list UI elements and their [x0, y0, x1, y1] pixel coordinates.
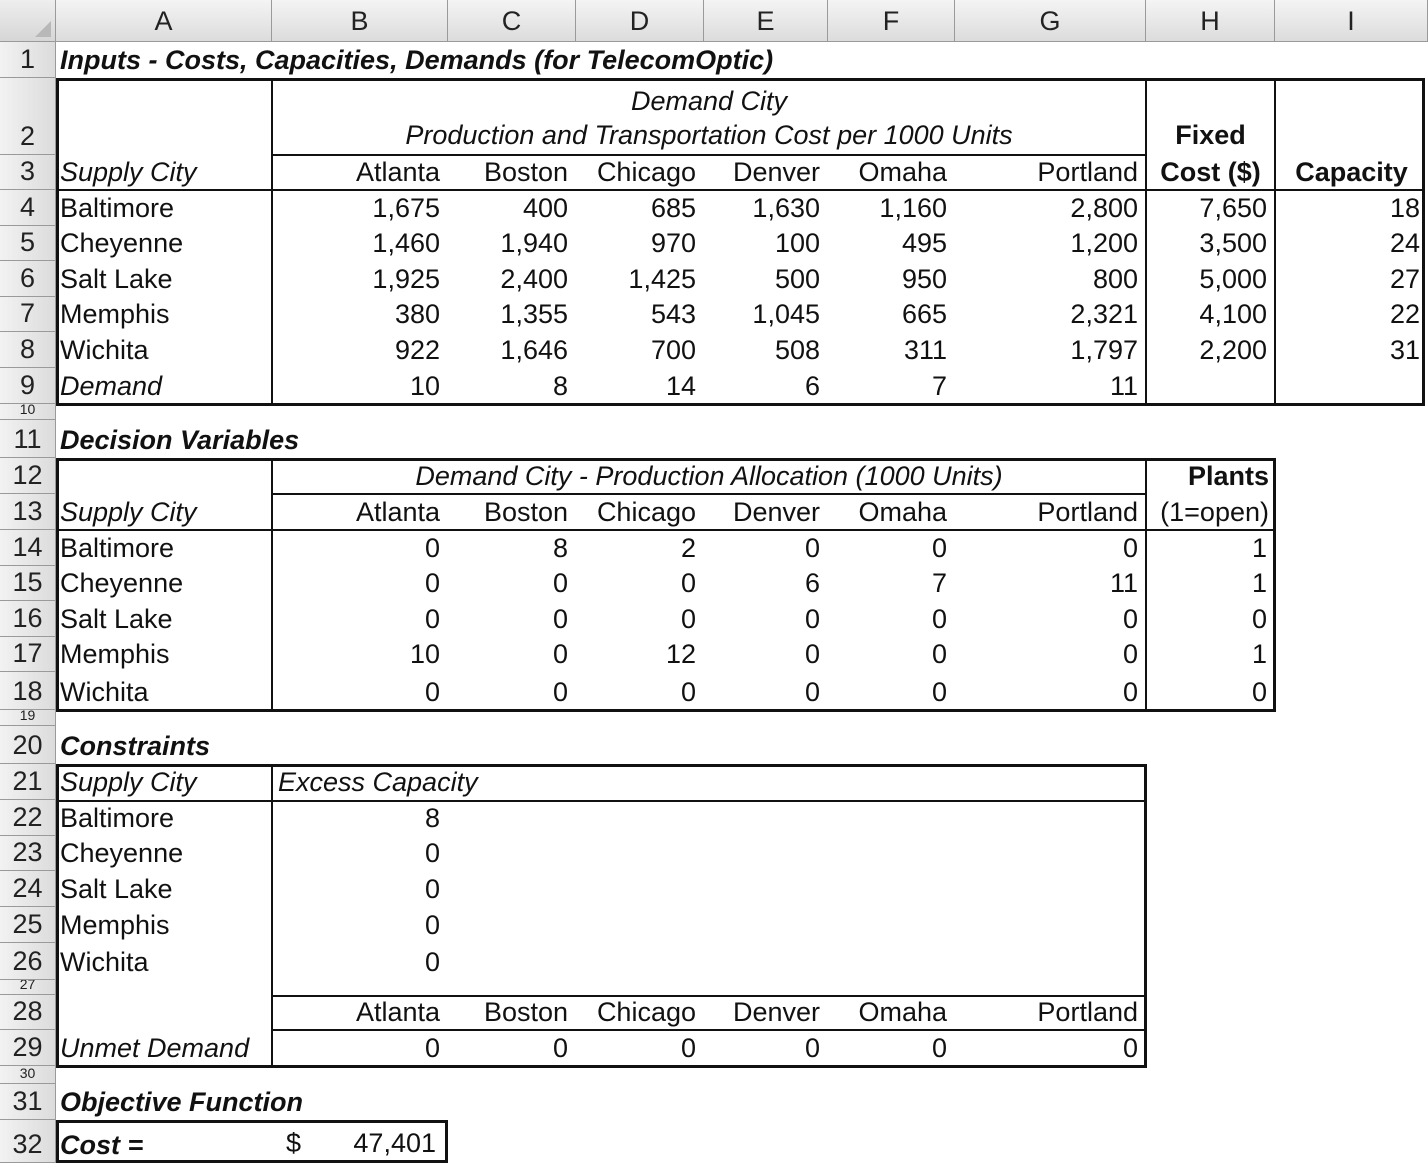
- plant-open-input[interactable]: 1: [1251, 639, 1267, 669]
- allocation-input[interactable]: 0: [804, 677, 820, 707]
- cost-cell: 400: [522, 193, 568, 223]
- unmet-city-header-atlanta: Atlanta: [355, 997, 440, 1027]
- allocation-input[interactable]: 7: [931, 568, 947, 598]
- allocation-input[interactable]: 6: [804, 568, 820, 598]
- column-header-h[interactable]: H: [1146, 0, 1275, 42]
- column-header-e[interactable]: E: [704, 0, 828, 42]
- cost-cell: 1,630: [752, 193, 820, 223]
- capacity-cell: 27: [1389, 264, 1420, 294]
- allocation-input[interactable]: 0: [680, 677, 696, 707]
- row-header-23[interactable]: 23: [0, 836, 56, 871]
- excess-capacity-value: 0: [424, 947, 440, 977]
- cost-cell: 1,797: [1070, 335, 1138, 365]
- demand-value-cell: 10: [409, 371, 440, 401]
- allocation-input[interactable]: 0: [680, 568, 696, 598]
- demand-label: Demand: [60, 371, 163, 401]
- plant-open-input[interactable]: 1: [1251, 568, 1267, 598]
- excess-supply-city: Baltimore: [60, 803, 175, 833]
- decision-city-header-chicago: Chicago: [596, 497, 696, 527]
- objective-title: Objective Function: [60, 1087, 304, 1117]
- unmet-demand-value: 0: [552, 1033, 568, 1063]
- capacity-cell: 31: [1389, 335, 1420, 365]
- decision-city-header-atlanta: Atlanta: [355, 497, 440, 527]
- row-header-20[interactable]: 20: [0, 726, 56, 764]
- cost-cell: 2,800: [1070, 193, 1138, 223]
- grid-border-line: [1145, 78, 1147, 406]
- row-header-10[interactable]: 10: [0, 404, 56, 420]
- excess-capacity-value: 0: [424, 874, 440, 904]
- excess-supply-city: Wichita: [60, 947, 149, 977]
- excess-capacity-label: Excess Capacity: [278, 767, 478, 797]
- row-header-6[interactable]: 6: [0, 261, 56, 297]
- demand-value-cell: 6: [804, 371, 820, 401]
- row-header-12[interactable]: 12: [0, 458, 56, 494]
- decision-city-header-omaha: Omaha: [858, 497, 947, 527]
- fixed-cost-cell: 7,650: [1199, 193, 1267, 223]
- cost-cell: 100: [774, 228, 820, 258]
- allocation-input[interactable]: 0: [552, 604, 568, 634]
- unmet-city-header-denver: Denver: [732, 997, 820, 1027]
- capacity-label: Capacity: [1295, 157, 1408, 187]
- decision-city-header-denver: Denver: [732, 497, 820, 527]
- cost-cell: 800: [1092, 264, 1138, 294]
- fixed-label-1: Fixed: [1175, 120, 1246, 150]
- grid-border-line: [272, 1029, 1147, 1031]
- cost-cell: 311: [903, 335, 947, 365]
- cost-cell: 380: [394, 299, 440, 329]
- allocation-input[interactable]: 12: [665, 639, 696, 669]
- grid-border-line: [1274, 78, 1276, 406]
- select-all-triangle-icon: [35, 21, 51, 37]
- allocation-input[interactable]: 0: [1122, 533, 1138, 563]
- capacity-cell: 24: [1389, 228, 1420, 258]
- decision-supply-city: Baltimore: [60, 533, 175, 563]
- plant-open-input[interactable]: 0: [1251, 677, 1267, 707]
- grid-border-line: [56, 529, 1276, 531]
- row-header-9[interactable]: 9: [0, 368, 56, 404]
- row-header-2[interactable]: 2: [0, 78, 56, 155]
- cost-cell: 1,460: [372, 228, 440, 258]
- cost-cell: 1,675: [372, 193, 440, 223]
- capacity-cell: 18: [1389, 193, 1420, 223]
- row-header-8[interactable]: 8: [0, 332, 56, 368]
- row-header-5[interactable]: 5: [0, 226, 56, 261]
- inputs-title: Inputs - Costs, Capacities, Demands (for TelecomOptic): [60, 45, 774, 75]
- supply-city-name: Baltimore: [60, 193, 175, 223]
- demand-city-label: Demand City: [630, 86, 788, 116]
- allocation-input[interactable]: 0: [552, 639, 568, 669]
- allocation-input[interactable]: 0: [424, 604, 440, 634]
- allocation-input[interactable]: 0: [804, 604, 820, 634]
- cost-label: Cost =: [60, 1130, 144, 1160]
- demand-city-header-atlanta: Atlanta: [355, 157, 440, 187]
- row-header-21[interactable]: 21: [0, 764, 56, 800]
- column-header-a[interactable]: A: [56, 0, 272, 42]
- demand-value-cell: 11: [1109, 371, 1138, 401]
- capacity-cell: 22: [1389, 299, 1420, 329]
- unmet-city-header-boston: Boston: [483, 997, 568, 1027]
- excess-supply-city: Cheyenne: [60, 838, 184, 868]
- row-header-18[interactable]: 18: [0, 672, 56, 710]
- constraints-supply-city-label: Supply City: [60, 767, 197, 797]
- column-header-b[interactable]: B: [272, 0, 448, 42]
- supply-city-name: Memphis: [60, 299, 170, 329]
- plants-label-1: Plants: [1187, 461, 1269, 491]
- plant-open-input[interactable]: 1: [1251, 533, 1267, 563]
- unmet-city-header-portland: Portland: [1037, 997, 1138, 1027]
- allocation-input[interactable]: 11: [1109, 568, 1138, 598]
- row-header-27[interactable]: 27: [0, 980, 56, 995]
- cost-cell: 1,646: [500, 335, 568, 365]
- cost-cell: 1,925: [372, 264, 440, 294]
- row-header-26[interactable]: 26: [0, 943, 56, 980]
- plants-label-2: (1=open): [1160, 497, 1269, 527]
- grid-border-line: [1145, 458, 1147, 712]
- cost-cell: 508: [774, 335, 820, 365]
- grid-border-line: [272, 493, 1146, 495]
- supply-city-name: Salt Lake: [60, 264, 173, 294]
- unmet-city-header-omaha: Omaha: [858, 997, 947, 1027]
- decision-city-header-portland: Portland: [1037, 497, 1138, 527]
- cost-cell: 1,045: [752, 299, 820, 329]
- unmet-city-header-chicago: Chicago: [596, 997, 696, 1027]
- constraints-table-border: [56, 764, 1147, 1068]
- unmet-demand-value: 0: [931, 1033, 947, 1063]
- row-header-16[interactable]: 16: [0, 601, 56, 637]
- row-header-29[interactable]: 29: [0, 1030, 56, 1066]
- row-header-1[interactable]: 1: [0, 42, 56, 78]
- allocation-input[interactable]: 0: [931, 604, 947, 634]
- objective-box-border: [56, 1120, 448, 1163]
- excess-supply-city: Salt Lake: [60, 874, 173, 904]
- excess-capacity-value: 8: [424, 803, 440, 833]
- column-header-i[interactable]: I: [1275, 0, 1428, 42]
- unmet-demand-value: 0: [680, 1033, 696, 1063]
- excess-capacity-value: 0: [424, 910, 440, 940]
- cost-cell: 922: [394, 335, 440, 365]
- allocation-input[interactable]: 0: [1122, 677, 1138, 707]
- cost-cell: 1,425: [628, 264, 696, 294]
- cost-cell: 685: [650, 193, 696, 223]
- allocation-input[interactable]: 0: [424, 677, 440, 707]
- allocation-input[interactable]: 10: [409, 639, 440, 669]
- row-header-17[interactable]: 17: [0, 637, 56, 672]
- fixed-cost-cell: 4,100: [1199, 299, 1267, 329]
- row-header-31[interactable]: 31: [0, 1084, 56, 1120]
- decision-supply-city: Salt Lake: [60, 604, 173, 634]
- row-header-3[interactable]: 3: [0, 155, 56, 190]
- cost-cell: 543: [650, 299, 696, 329]
- row-header-7[interactable]: 7: [0, 297, 56, 332]
- row-header-30[interactable]: 30: [0, 1066, 56, 1084]
- unmet-demand-value: 0: [804, 1033, 820, 1063]
- decision-supply-city-label: Supply City: [60, 497, 197, 527]
- cost-cell: 2,400: [500, 264, 568, 294]
- unmet-demand-label: Unmet Demand: [60, 1033, 250, 1063]
- cost-cell: 495: [901, 228, 947, 258]
- excess-capacity-value: 0: [424, 838, 440, 868]
- column-header-g[interactable]: G: [955, 0, 1146, 42]
- allocation-input[interactable]: 0: [1122, 639, 1138, 669]
- cost-cell: 1,355: [500, 299, 568, 329]
- allocation-input[interactable]: 0: [804, 639, 820, 669]
- grid-border-line: [56, 189, 1425, 191]
- row-header-15[interactable]: 15: [0, 566, 56, 601]
- allocation-input[interactable]: 2: [680, 533, 696, 563]
- allocation-input[interactable]: 0: [424, 533, 440, 563]
- grid-border-line: [272, 995, 1147, 997]
- allocation-input[interactable]: 0: [680, 604, 696, 634]
- cost-cell: 970: [650, 228, 696, 258]
- allocation-input[interactable]: 0: [931, 533, 947, 563]
- inputs-table-border: [56, 78, 1425, 406]
- grid-border-line: [271, 764, 273, 1068]
- column-header-c[interactable]: C: [448, 0, 576, 42]
- demand-city-header-chicago: Chicago: [596, 157, 696, 187]
- cost-cell: 500: [774, 264, 820, 294]
- decision-supply-city: Memphis: [60, 639, 170, 669]
- row-header-14[interactable]: 14: [0, 530, 56, 566]
- allocation-input[interactable]: 0: [804, 533, 820, 563]
- decision-supply-city: Cheyenne: [60, 568, 184, 598]
- demand-value-cell: 8: [552, 371, 568, 401]
- demand-value-cell: 14: [665, 371, 696, 401]
- unmet-demand-value: 0: [1122, 1033, 1138, 1063]
- cost-cell: 665: [901, 299, 947, 329]
- supply-city-label: Supply City: [60, 157, 197, 187]
- allocation-input[interactable]: 0: [931, 639, 947, 669]
- allocation-input[interactable]: 0: [424, 568, 440, 598]
- constraints-title: Constraints: [60, 731, 211, 761]
- cost-cell: 1,200: [1070, 228, 1138, 258]
- cost-cell: 700: [650, 335, 696, 365]
- column-header-d[interactable]: D: [576, 0, 704, 42]
- plant-open-input[interactable]: 0: [1251, 604, 1267, 634]
- decision-title: Decision Variables: [60, 425, 300, 455]
- demand-city-header-denver: Denver: [732, 157, 820, 187]
- column-header-f[interactable]: F: [828, 0, 955, 42]
- allocation-input[interactable]: 8: [552, 533, 568, 563]
- supply-city-name: Cheyenne: [60, 228, 184, 258]
- row-header-25[interactable]: 25: [0, 907, 56, 943]
- decision-table-border: [56, 458, 1276, 712]
- cost-cell: 1,160: [879, 193, 947, 223]
- currency-symbol: $: [286, 1128, 302, 1158]
- demand-value-cell: 7: [931, 371, 947, 401]
- row-header-19[interactable]: 19: [0, 710, 56, 726]
- grid-border-line: [56, 800, 1147, 802]
- demand-city-header-portland: Portland: [1037, 157, 1138, 187]
- allocation-input[interactable]: 0: [931, 677, 947, 707]
- decision-city-header-boston: Boston: [483, 497, 568, 527]
- decision-caption: Demand City - Production Allocation (1000 Units): [415, 461, 1003, 491]
- fixed-label-2: Cost ($): [1160, 157, 1261, 187]
- cost-cell: 2,321: [1070, 299, 1138, 329]
- allocation-input[interactable]: 0: [1122, 604, 1138, 634]
- fixed-cost-cell: 3,500: [1199, 228, 1267, 258]
- decision-supply-city: Wichita: [60, 677, 149, 707]
- fixed-cost-cell: 5,000: [1199, 264, 1267, 294]
- row-header-28[interactable]: 28: [0, 995, 56, 1030]
- fixed-cost-cell: 2,200: [1199, 335, 1267, 365]
- row-header-4[interactable]: 4: [0, 190, 56, 226]
- cost-caption: Production and Transportation Cost per 1000 Units: [405, 120, 1013, 150]
- row-header-22[interactable]: 22: [0, 800, 56, 836]
- allocation-input[interactable]: 0: [552, 568, 568, 598]
- cost-cell: 950: [901, 264, 947, 294]
- demand-city-header-boston: Boston: [483, 157, 568, 187]
- demand-city-header-omaha: Omaha: [858, 157, 947, 187]
- select-all-corner[interactable]: [0, 0, 56, 42]
- unmet-demand-value: 0: [424, 1033, 440, 1063]
- row-header-11[interactable]: 11: [0, 420, 56, 458]
- row-header-13[interactable]: 13: [0, 494, 56, 530]
- cost-cell: 1,940: [500, 228, 568, 258]
- supply-city-name: Wichita: [60, 335, 149, 365]
- grid-border-line: [272, 154, 1146, 156]
- grid-border-line: [271, 458, 273, 712]
- excess-supply-city: Memphis: [60, 910, 170, 940]
- row-header-32[interactable]: 32: [0, 1120, 56, 1163]
- row-header-24[interactable]: 24: [0, 871, 56, 907]
- grid-border-line: [271, 78, 273, 406]
- allocation-input[interactable]: 0: [552, 677, 568, 707]
- objective-cost-value: 47,401: [353, 1128, 436, 1158]
